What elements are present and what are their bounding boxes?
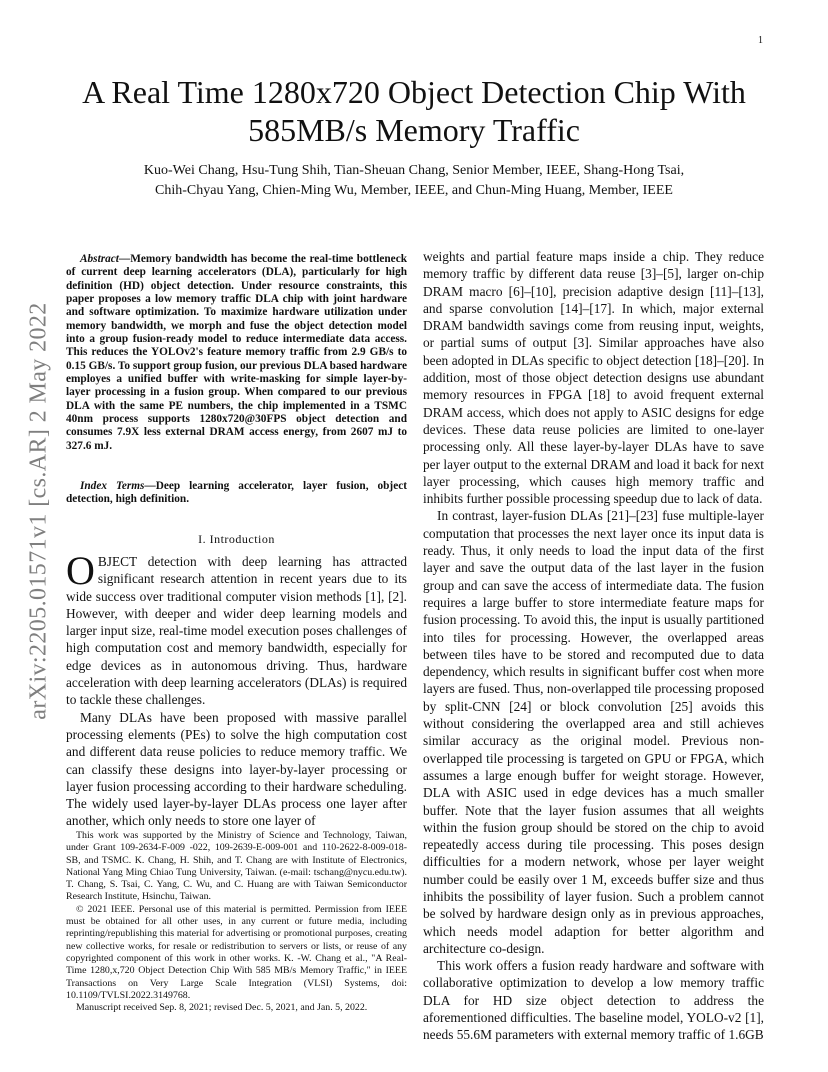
paper-title: A Real Time 1280x720 Object Detection Chip With 585MB/s Memory Traffic — [82, 74, 746, 148]
intro-paragraph-1 — [66, 548, 407, 709]
arxiv-stamp — [24, 296, 54, 726]
footnote-copyright: © 2021 IEEE. Personal use of this material is permitted. Permission from IEEE must be obtained for all other uses, in any current or future media, including reprinting/republishing this material for advertising or promotional purposes, creating new collective works, for resale or redistribution to servers or lists, or reuse of any copyrighted component of this work in other works. K. -W. Chang et al., "A Real-Time 1280,x,720 Object Detection Chip With 585 MB/s Memory Traffic," in IEEE Transactions on Very Large Scale Integration (VLSI) Systems, doi: 10.1109/TVLSI.2022.3149768. — [66, 903, 407, 1001]
intro-left-column — [66, 548, 407, 830]
abstract-text: —Memory bandwidth has become the real-time bottleneck of current deep learning accelerators (DLA), particularly for high definition (HD) object detection. Under resource constraints, this paper proposes a low memory traffic DLA chip with joint hardware and software optimization. To maximize hardware utilization under memory bandwidth, we morph and fuse the object detection model into a group fusion-ready model to reduce intermediate data access. This reduces the YOLOv2's feature memory traffic from 2.9 GB/s to 0.15 GB/s. To support group fusion, our previous DLA based hardware employes a unified buffer with write-masking for simple layer-by-layer processing in a fusion group. When compared to our previous DLA with the same PE numbers, the chip implemented in a TSMC 40nm process supports 1280x720@30FPS object detection and consumes 7.9X less external DRAM access energy, from 2607 mJ to 327.6 mJ. — [66, 253, 407, 452]
right-paragraph-3: This work offers a fusion ready hardware and software with collaborative optimization to develop a low memory traffic DLA for HD size object detection to address the aforementioned difficulties. The baseline model, YOLO-v2 [1], needs 55.6M parameters with external memory traffic of 1.6GB — [423, 958, 764, 1043]
index-terms — [66, 480, 407, 507]
abstract-label: Abstract — [80, 253, 119, 265]
footnote-funding: This work was supported by the Ministry of Science and Technology, Taiwan, under Grant 109-2634-F-009 -022, 109-2639-E-009-001 and 110-2622-8-009-018-SB, and TSMC. K. Chang, H. Shih, and T. Chang are with Institute of Electronics, National Yang Ming Chiao Tung University, Taiwan. (e-mail: tschang@nycu.edu.tw). T. Chang, S. Tsai, C. Yang, C. Wu, and C. Huang are with Taiwan Semiconductor Research Institute, Hsinchu, Taiwan. — [66, 830, 407, 903]
intro-right-column — [423, 248, 764, 1044]
index-terms-text: —Deep learning accelerator, layer fusion, object detection, high definition. — [66, 480, 407, 506]
intro-paragraph-2: Many DLAs have been proposed with massive parallel processing elements (PEs) to solve the high computation cost and different data reuse policies to reduce memory traffic. We can classify these designs into layer-by-layer processing or layer fusion processing according to their hardware scheduling. The widely used layer-by-layer DLAs process one layer after another, which only needs to store one layer of — [66, 709, 407, 829]
footnote-manuscript: Manuscript received Sep. 8, 2021; revised Dec. 5, 2021, and Jan. 5, 2022. — [76, 1002, 368, 1014]
intro-paragraph-1-text: BJECT detection with deep learning has attracted significant research attention in recent years due to its wide success over traditional computer vision methods [1], [2]. However, with deeper and wider deep learning models and larger input size, real-time model execution poses challenges of high computation cost and memory bandwidth, especially for edge devices as in autonomous driving. Thus, hardware acceleration with deep learning accelerators (DLAs) is required to tackle these challenges. — [66, 554, 407, 708]
right-paragraph-2: In contrast, layer-fusion DLAs [21]–[23] fuse multiple-layer computation that processes the next layer once its input data is ready. Thus, it only needs to load the input data of the first layer and save the output data of the last layer in the fusion group and can save the access of intermediate data. The fusion requires a large buffer to store intermediate feature maps for fusion processing. To avoid this, the input is usually partitioned into tiles for processing. However, the overlapped areas between tiles have to be stored and recomputed due to data dependency, which results in significant buffer cost when more layers are fused. Thus, non-overlapped tile processing proposed by split-CNN [24] or block convolution [25] avoids this without considering the overlapped area and still achieves similar accuracy as the original model. Previous non-overlapped tile processing is targeted on GPU or FPGA, which assumes a large enough buffer for weight storage. However, DLA with ASIC used in edge devices has a much smaller buffer. Note that the layer fusion assumes that all weights within the fusion group should be stored on the chip to avoid repeatedly access during tile processing. This poses design difficulties for a modern network, whose per layer weight number could be easily over 1 M, exceeds buffer size and thus inhibits the possibility of layer fusion. Such a problem cannot be solved by hardware design only as in previous approaches, which needs model adaption for better algorithm and architecture co-design. — [423, 508, 764, 956]
abstract — [66, 253, 407, 453]
authors-line-1: Kuo-Wei Chang, Hsu-Tung Shih, Tian-Sheuan Chang, Senior Member, IEEE, Shang-Hong Tsai, — [143, 163, 685, 178]
authors — [60, 161, 768, 201]
footnote — [66, 830, 407, 1014]
section-heading-introduction: I. Introduction — [198, 532, 275, 546]
authors-line-2: Chih-Chyau Yang, Chien-Ming Wu, Member, IEEE, and Chun-Ming Huang, Member, IEEE — [155, 183, 673, 198]
index-terms-label: Index Terms — [80, 480, 145, 492]
right-paragraph-1: weights and partial feature maps inside a chip. They reduce memory traffic by different data reuse [3]–[5], larger on-chip DRAM macro [6]–[10], precision adaptive design [11]–[13], and sparse convolution [14]–[17]. In which, major external DRAM bandwidth savings come from reusing input, weights, or partial sums of output [3]. Similar approaches have also been adopted in DLAs specific to object detection [18]–[20]. In addition, most of those object detection designs use abundant memory resources in FPGA [18] to avoid frequent external DRAM access, which does not apply to ASIC designs for edge devices. These data reuse policies are limited to one-layer processing only. All these layer-by-layer DLAs have to save per layer output to the external DRAM and load it back for next layer processing, which causes high memory traffic and inhibits further possible processing speedup due to lack of data. — [423, 249, 764, 507]
arxiv-id: arXiv:2205.01571v1 [cs.AR] 2 May 2022 — [25, 302, 52, 720]
page-number: 1 — [758, 35, 763, 46]
drop-cap: O — [66, 548, 95, 593]
